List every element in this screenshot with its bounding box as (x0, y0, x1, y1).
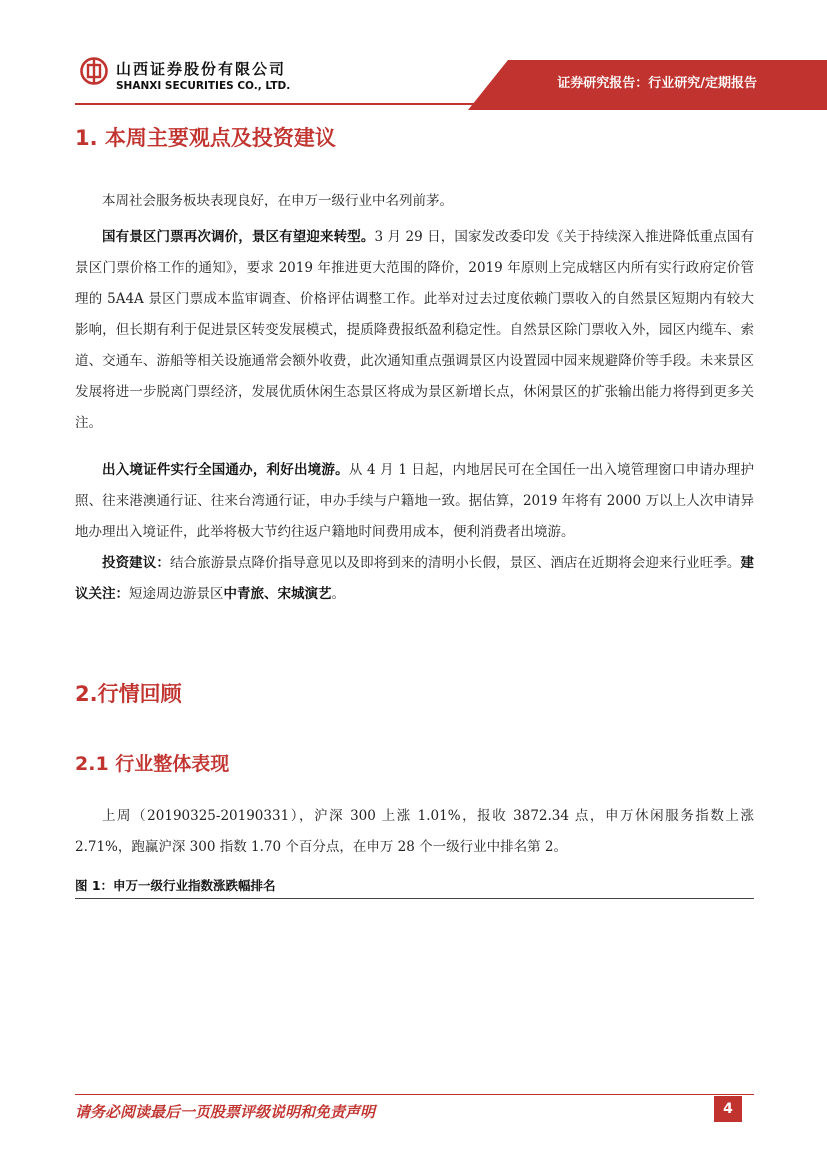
recommend-end: 。 (331, 586, 345, 602)
scenic-ticket-text: 3 月 29 日，国家发改委印发《关于持续深入推进降低重点国有景区门票价格工作的通知》，要求 2019 年推进更大范围的降价，2019 年原则上完成辖区内所有实行政府定价管理的 5A4A 景区门票成本监审调查、价格评估调整工作。此举对过去过度依赖门票收入的自然景区短期内有较大影响，但长期有利于促进景区转变发展模式，提质降费报纸盈利稳定性。自然景区除门票收入外，园区内缆车、索道、交通车、游船等相关设施通常会额外收费，此次通知重点强调景区内设置园中园来规避降价等手段。未来景区发展将进一步脱离门票经济，发展优质休闲生态景区将成为景区新增长点，休闲景区的扩张输出能力将得到更多关注。 (75, 229, 755, 431)
section-2-1-title: 2.1 行业整体表现 (75, 753, 230, 775)
market-review-text: 上周（20190325-20190331），沪深 300 上涨 1.01%，报收 3872.34 点，申万休闲服务指数上涨 2.71%，跑赢沪深 300 指数 1.70 个百分点，在申万 28 个一级行业中排名第 2。 (75, 808, 754, 855)
footer-divider (75, 1094, 754, 1095)
page-header (0, 0, 827, 110)
paragraph-scenic-ticket (75, 222, 754, 439)
stock-zhongqinglv: 中青旅 (223, 586, 264, 602)
section-2-title: 2.行情回顾 (75, 682, 182, 706)
border-docs-headline: 出入境证件实行全国通办，利好出境游。 (102, 462, 349, 478)
figure-1-caption: 图 1：申万一级行业指数涨跌幅排名 (75, 878, 276, 893)
page-number: 4 (714, 1096, 742, 1122)
figure-divider (75, 898, 754, 899)
company-logo-icon (80, 57, 108, 85)
investment-advice-text: 结合旅游景点降价指导意见以及即将到来的清明小长假，景区、酒店在近期将会迎来行业旺季。 (169, 555, 741, 571)
recommend-text: 短途周边游景区 (129, 586, 224, 602)
recommend-label: 建议关注： (75, 555, 755, 602)
footer-disclaimer: 请务必阅读最后一页股票评级说明和免责声明 (75, 1103, 376, 1121)
scenic-ticket-headline: 国有景区门票再次调价，景区有望迎来转型。 (102, 229, 375, 245)
company-name-en: SHANXI SECURITIES CO., LTD. (116, 80, 291, 92)
border-docs-text: 从 4 月 1 日起，内地居民可在全国任一出入境管理窗口申请办理护照、往来港澳通行证、往来台湾通行证，申办手续与户籍地一致。据估算，2019 年将有 2000 万以上人次申请异地办理出入境证件，此举将极大节约往返户籍地时间费用成本，便利消费者出境游。 (75, 462, 755, 540)
paragraph-sector-summary (75, 186, 754, 217)
stock-separator: 、 (264, 586, 278, 602)
paragraph-market-review (75, 801, 754, 863)
company-name-cn: 山西证券股份有限公司 (116, 60, 287, 78)
investment-advice-label: 投资建议： (102, 555, 170, 571)
stock-songcheng: 宋城演艺 (277, 586, 332, 602)
paragraph-border-docs (75, 455, 754, 548)
paragraph-investment-advice (75, 548, 754, 610)
header-divider (75, 103, 505, 105)
sector-summary-text: 本周社会服务板块表现良好，在申万一级行业中名列前茅。 (102, 193, 453, 209)
report-type-label: 证券研究报告：行业研究/定期报告 (557, 76, 757, 91)
section-1-title: 1. 本周主要观点及投资建议 (75, 126, 336, 150)
